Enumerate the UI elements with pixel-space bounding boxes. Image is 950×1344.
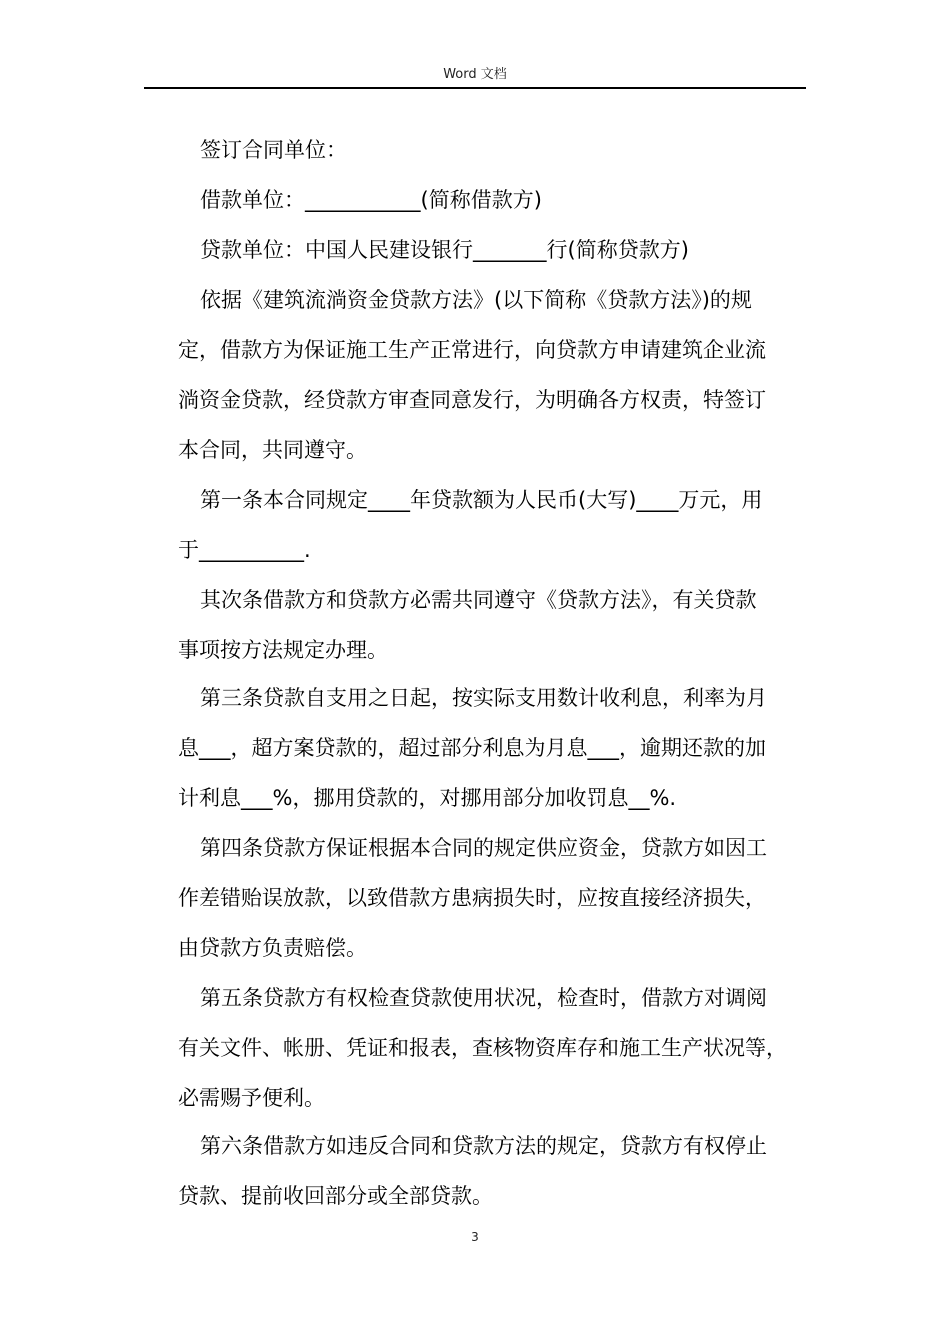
text-line: 第一条本合同规定____年贷款额为人民币(大写)____万元，用 (200, 488, 763, 512)
text-line: 作差错贻误放款，以致借款方患病损失时，应按直接经济损失， (178, 886, 766, 910)
text-line: 有关文件、帐册、凭证和报表，查核物资库存和施工生产状况等， (178, 1036, 787, 1060)
text-line: 其次条借款方和贷款方必需共同遵守《贷款方法》，有关贷款 (200, 588, 757, 612)
text-line: 贷款单位：中国人民建设银行_______行(简称贷款方) (200, 238, 689, 262)
text-line: 本合同，共同遵守。 (178, 438, 367, 462)
text-line: 计利息___%，挪用贷款的，对挪用部分加收罚息__%. (178, 786, 677, 810)
text-line: 依据《建筑流淌资金贷款方法》(以下简称《贷款方法》)的规 (200, 288, 752, 312)
text-line: 必需赐予便利。 (178, 1086, 325, 1110)
text-line: 贷款、提前收回部分或全部贷款。 (178, 1184, 493, 1208)
text-line: 第四条贷款方保证根据本合同的规定供应资金，贷款方如因工 (200, 836, 767, 860)
text-line: 签订合同单位： (200, 138, 347, 162)
text-line: 息___，超方案贷款的，超过部分利息为月息___，逾期还款的加 (178, 736, 766, 760)
page-number: 3 (471, 1230, 479, 1244)
text-line: 由贷款方负责赔偿。 (178, 936, 367, 960)
header-rule (144, 87, 806, 89)
text-line: 定，借款方为保证施工生产正常进行，向贷款方申请建筑企业流 (178, 338, 766, 362)
text-line: 第六条借款方如违反合同和贷款方法的规定，贷款方有权停止 (200, 1134, 767, 1158)
page-header: Word 文档 (443, 67, 507, 82)
text-line: 淌资金贷款，经贷款方审查同意发行，为明确各方权责，特签订 (178, 388, 766, 412)
text-line: 于__________. (178, 538, 311, 562)
text-line: 第五条贷款方有权检查贷款使用状况，检查时，借款方对调阅 (200, 986, 767, 1010)
text-line: 事项按方法规定办理。 (178, 638, 388, 662)
text-line: 第三条贷款自支用之日起，按实际支用数计收利息，利率为月 (200, 686, 767, 710)
text-line: 借款单位：___________(简称借款方) (200, 188, 542, 212)
